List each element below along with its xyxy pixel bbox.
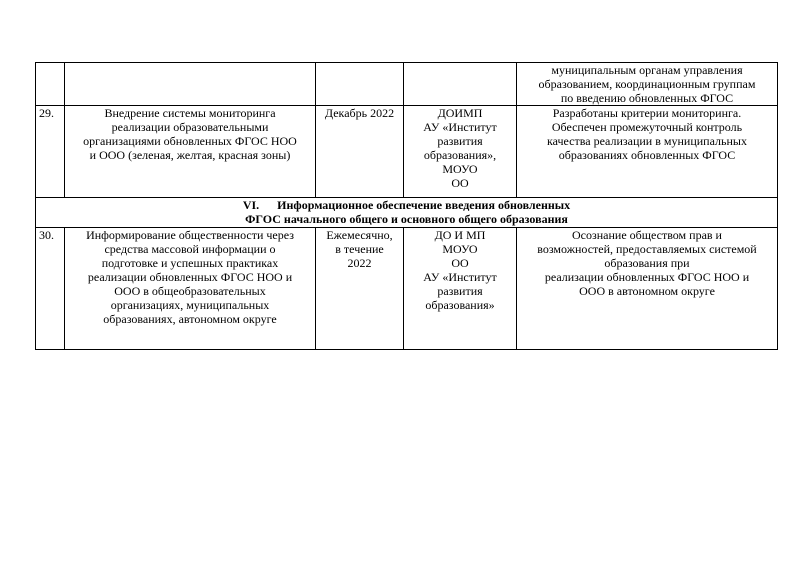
cell-num xyxy=(36,63,65,106)
text-line: в течение xyxy=(335,242,384,256)
text-line: образованиях обновленных ФГОС xyxy=(558,148,736,162)
text-line: образования» xyxy=(425,298,495,312)
text-line: качества реализации в муниципальных xyxy=(547,134,747,148)
section-heading-line: VI. Информационное обеспечение введения обновленных xyxy=(242,198,571,212)
cell-name xyxy=(65,63,316,106)
text-line: и ООО (зеленая, желтая, красная зоны) xyxy=(89,148,291,162)
text-line: МОУО xyxy=(442,162,478,176)
plan-table xyxy=(35,62,778,350)
cell-exec xyxy=(404,63,517,106)
text-line: организациях, муниципальных xyxy=(110,298,270,312)
text-line: Обеспечен промежуточный контроль xyxy=(551,120,743,134)
text-line: реализации обновленных ФГОС НОО и xyxy=(87,270,293,284)
section-header-row xyxy=(36,198,778,228)
cell-term xyxy=(316,63,404,106)
text-line: ОО xyxy=(451,256,469,270)
text-line: ДОИМП xyxy=(437,106,483,120)
text-line: ДО И МП xyxy=(434,228,486,242)
text-line: средства массовой информации о xyxy=(104,242,276,256)
text-line: 2022 xyxy=(347,256,372,270)
text-line: организациями обновленных ФГОС НОО xyxy=(83,134,297,148)
table-row-continuation xyxy=(36,63,778,106)
text-line: образованиях, автономном округе xyxy=(103,312,277,326)
table-row-29 xyxy=(36,106,778,198)
cell-term xyxy=(316,228,404,350)
text-line: МОУО xyxy=(442,242,478,256)
cell-result xyxy=(517,106,778,198)
text-line: образования», xyxy=(423,148,497,162)
cell-num: 30. xyxy=(36,228,65,350)
section-heading xyxy=(36,198,778,228)
text-line: АУ «Институт xyxy=(423,120,497,134)
text-line: ООО в общеобразовательных xyxy=(114,284,266,298)
table-row-30 xyxy=(36,228,778,350)
text-line: Осознание обществом прав и xyxy=(572,228,722,242)
text-line: реализации образовательными xyxy=(111,120,269,134)
text-line: АУ «Институт xyxy=(423,270,497,284)
cell-name xyxy=(65,228,316,350)
text-line: возможностей, предоставляемых системой xyxy=(537,242,757,256)
text-line: Внедрение системы мониторинга xyxy=(104,106,276,120)
text-line: реализации обновленных ФГОС НОО и xyxy=(544,270,750,284)
text-line: образованием, координационным группам xyxy=(538,77,756,91)
cell-exec xyxy=(404,228,517,350)
cell-exec xyxy=(404,106,517,198)
cell-result xyxy=(517,228,778,350)
cell-num: 29. xyxy=(36,106,65,198)
text-line: Разработаны критерии мониторинга. xyxy=(552,106,742,120)
text-line: по введению обновленных ФГОС xyxy=(560,91,734,105)
cell-result xyxy=(517,63,778,106)
text-line: ОО xyxy=(451,176,469,190)
cell-name xyxy=(65,106,316,198)
cell-term xyxy=(316,106,404,198)
text-line: подготовке и успешных практиках xyxy=(101,256,279,270)
text-line: Декабрь 2022 xyxy=(324,106,395,120)
text-line: муниципальным органам управления xyxy=(551,63,743,77)
section-heading-line: ФГОС начального общего и основного общего образования xyxy=(245,212,568,226)
text-line: ООО в автономном округе xyxy=(579,284,715,298)
text-line: Ежемесячно, xyxy=(326,228,393,242)
text-line: Информирование общественности через xyxy=(86,228,294,242)
text-line: развития xyxy=(437,284,483,298)
text-line: образования при xyxy=(604,256,690,270)
text-line: развития xyxy=(437,134,483,148)
